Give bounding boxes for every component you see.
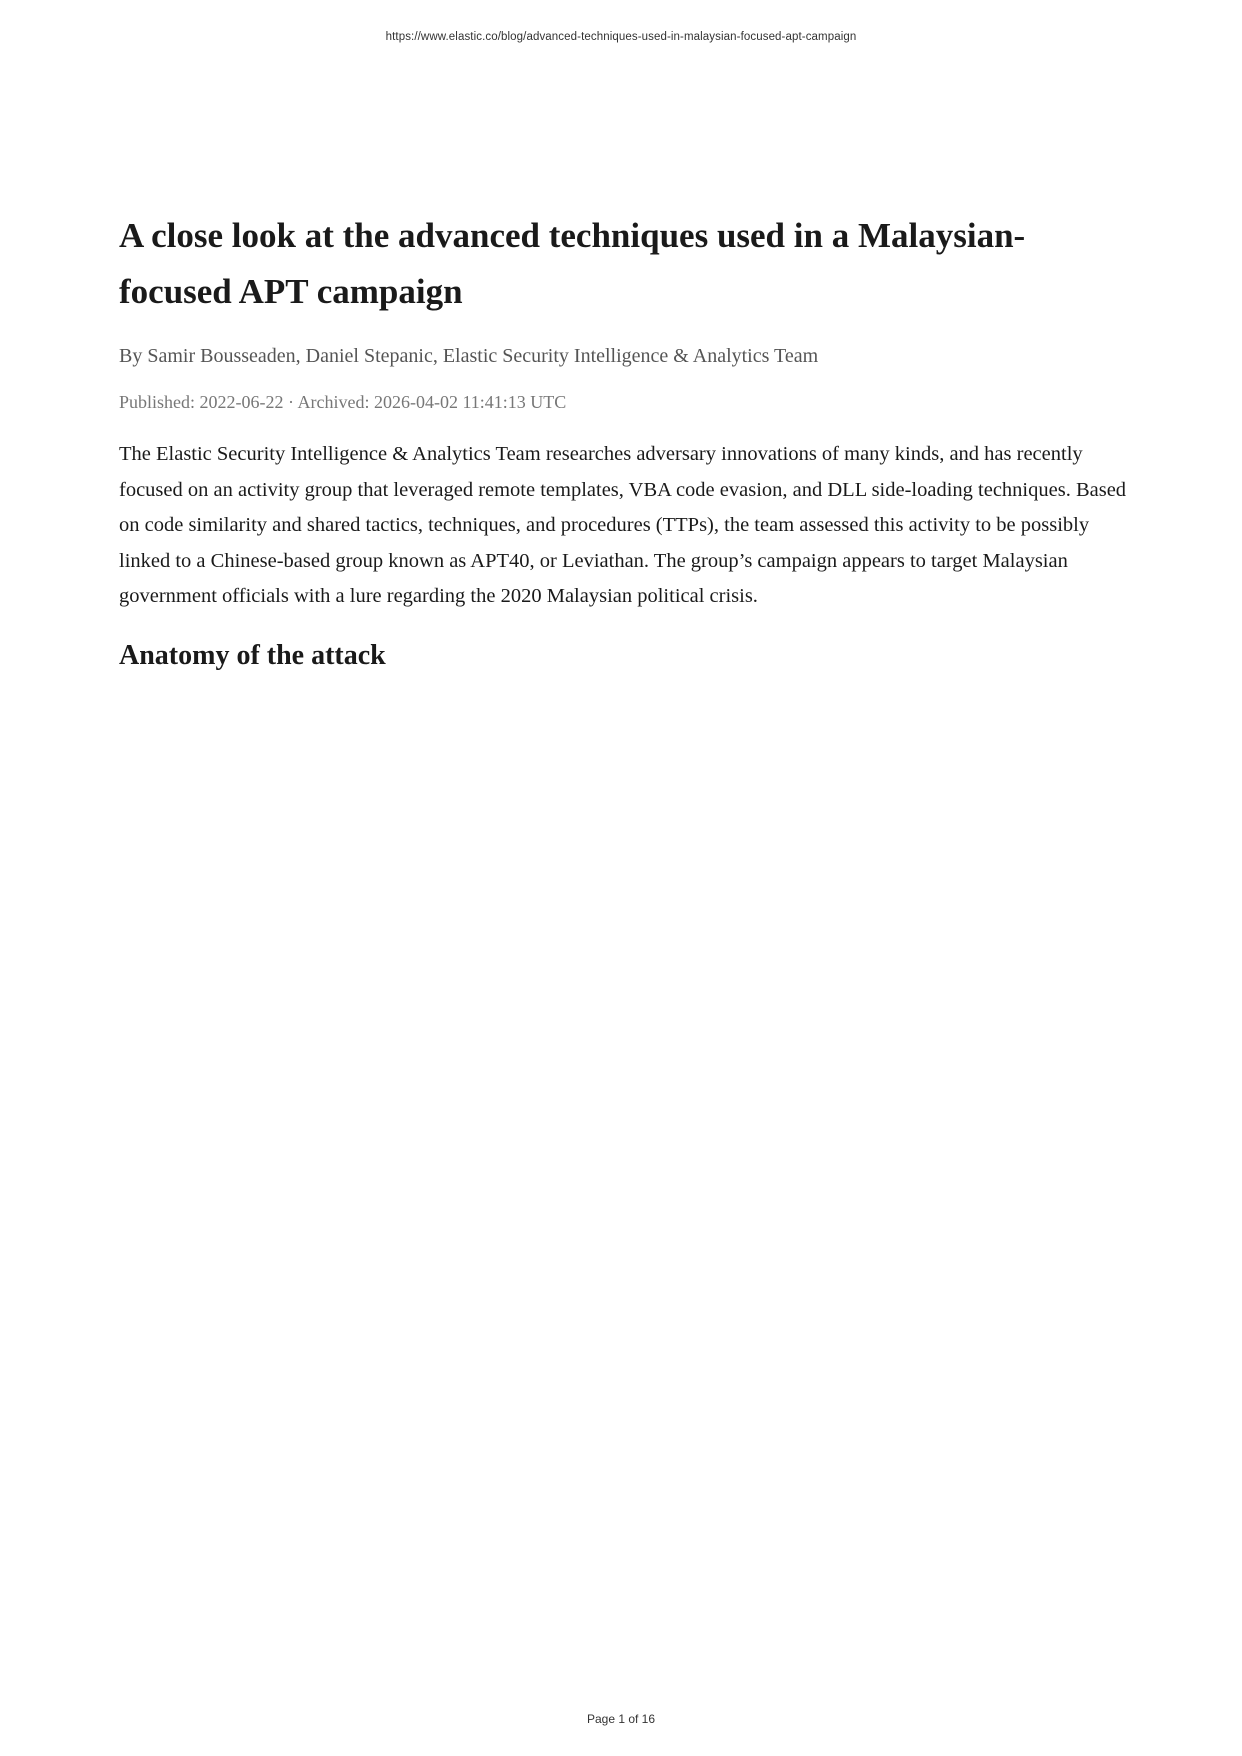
article-byline: By Samir Bousseaden, Daniel Stepanic, Elastic Security Intelligence & Analytics Team xyxy=(119,345,819,367)
article-title: A close look at the advanced techniques used in a Malaysian-focused APT campaign xyxy=(119,216,1026,311)
article xyxy=(119,208,1129,675)
article-intro-paragraph: The Elastic Security Intelligence & Analytics Team researches adversary innovations of many kinds, and has recently focused on an activity group that leveraged remote templates, VBA code evasion, and DLL side-loading techniques. Based on code similarity and shared tactics, techniques, and procedures (TTPs), the team assessed this activity to be possibly linked to a Chinese-based group known as APT40, or Leviathan. The group’s campaign appears to target Malaysian government officials with a lure regarding the 2020 Malaysian political crisis. xyxy=(119,443,1127,607)
page-number: Page 1 of 16 xyxy=(586,1712,656,1726)
article-meta: Published: 2022-06-22 · Archived: 2026-04-02 11:41:13 UTC xyxy=(119,392,567,412)
page-url: https://www.elastic.co/blog/advanced-techniques-used-in-malaysian-focused-apt-campaign xyxy=(385,31,857,43)
section-heading: Anatomy of the attack xyxy=(119,639,386,671)
